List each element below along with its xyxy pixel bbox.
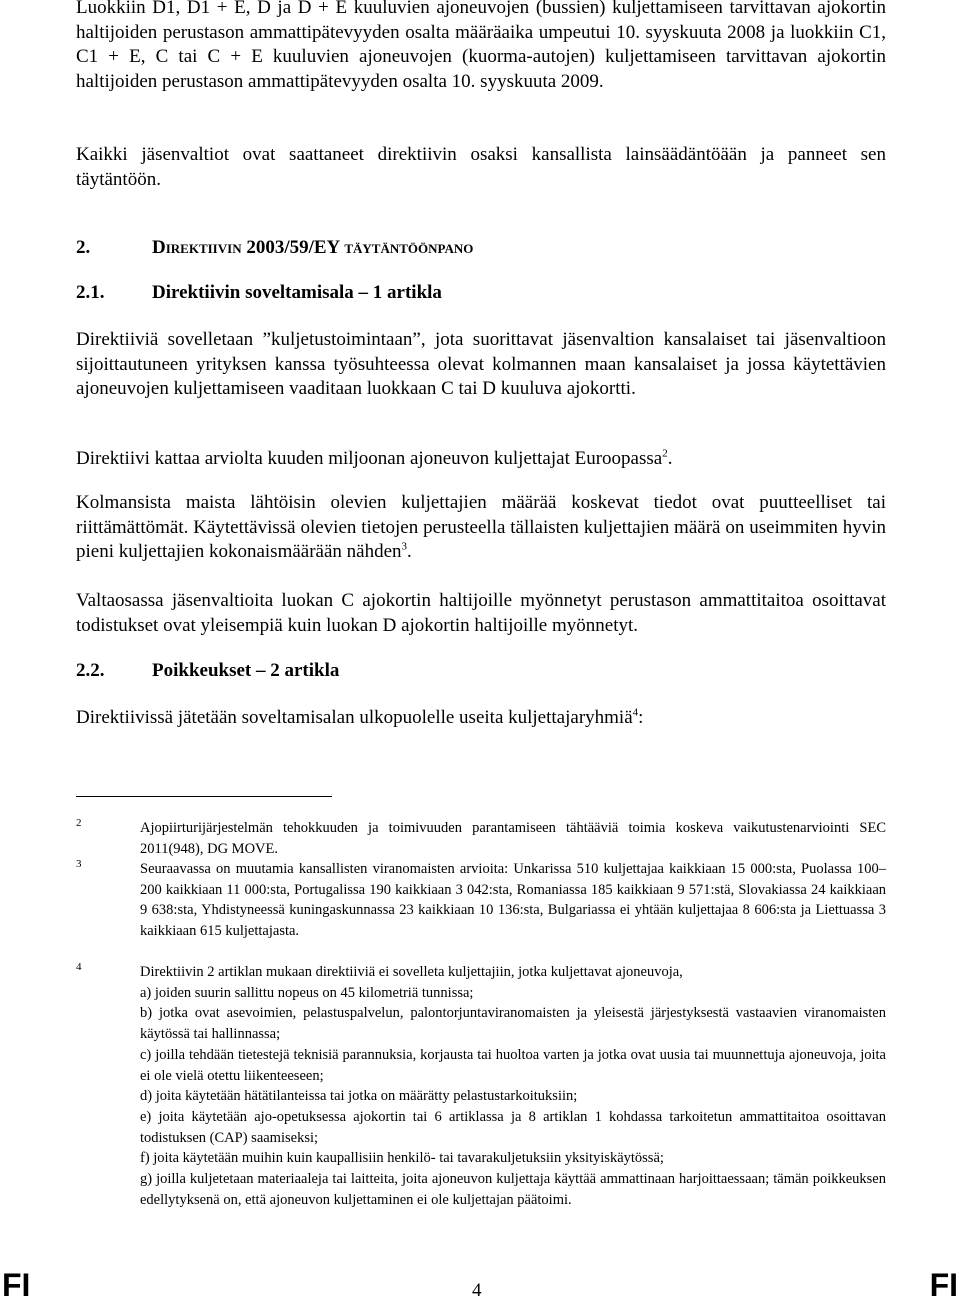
footnote-list-item: g) joilla kuljetetaan materiaaleja tai laitteita, joita ajoneuvon kuljettaja käyttää ammattinaan harjoittaessaan; tämän poikkeuksen edellytyksenä on, että ajoneuvon kuljettaminen ei ole kuljettajan päätoimi. <box>140 1171 886 1208</box>
footer-language-right: FI <box>929 1267 958 1303</box>
footnote-text <box>140 962 886 1210</box>
paragraph-coverage <box>76 447 886 472</box>
section-heading-2-2 <box>76 659 339 683</box>
paragraph-scope: Direktiiviä sovelletaan ”kuljetustoimintaan”, jota suorittavat jäsenvaltion kansalaiset tai jäsenvaltioon sijoittautuneen yrityksen kanssa työsuhteessa olevat kolmannen maan kansalaiset ja jossa käytettävien ajoneuvojen kuljettamiseen vaaditaan luokkaan C tai D kuuluva ajokortti. <box>76 329 886 399</box>
section-title: Poikkeukset – 2 artikla <box>152 660 340 681</box>
footer-language-left: FI <box>2 1267 31 1303</box>
footnote-list-item: c) joilla tehdään tietestejä teknisiä parannuksia, korjausta tai huoltoa varten ja jotka ovat uusia tai muunnettuja ajoneuvoja, joita ei ole vielä otettu liikenteeseen; <box>140 1046 886 1084</box>
footnote-ref-2[interactable]: 2 <box>662 447 668 460</box>
footnote-list-item: d) joita käytetään hätätilanteissa tai jotka on määrätty pelastustarkoituksiin; <box>140 1088 578 1105</box>
paragraph-text: Direktiivi kattaa arviolta kuuden miljoonan ajoneuvon kuljettajat Euroopassa <box>76 448 663 469</box>
section-heading-2-1 <box>76 281 442 305</box>
footnote-text: Ajopiirturijärjestelmän tehokkuuden ja toimivuuden parantamiseen tähtääviä toimia koskeva vaikutustenarviointi SEC 2011(948), DG MOVE. <box>140 820 886 857</box>
paragraph-text: Kolmansista maista lähtöisin olevien kuljettajien määrää koskevat tiedot ovat puutteelliset tai riittämättömät. Käytettävissä olevien tietojen perusteella tällaisten kuljettajien määrä on useimmiten hyvin pieni kuljettajien kokonaismäärään nähden <box>76 492 886 562</box>
footnote-list-item: f) joita käytetään muihin kuin kaupallisiin henkilö- tai tavarakuljetuksiin yksityiskäytössä; <box>140 1150 664 1167</box>
footnote-list-item: e) joita käytetään ajo-opetuksessa ajokortin tai 6 artiklassa ja 8 artiklan 1 kohdassa tarkoitetun ammattitaitoa osoittavan todistuksen (CAP) saamiseksi; <box>140 1108 886 1146</box>
section-title: Direktiivin 2003/59/EY täytäntöönpano <box>152 237 474 258</box>
paragraph-third-country <box>76 491 886 565</box>
page-number: 4 <box>472 1280 482 1301</box>
paragraph-end: . <box>407 541 412 562</box>
section-number: 2.1. <box>76 282 105 303</box>
footnote-list-item: a) joiden suurin sallittu nopeus on 45 kilometriä tunnissa; <box>140 984 474 1001</box>
footnote-intro: Direktiivin 2 artiklan mukaan direktiiviä ei sovelleta kuljettajiin, jotka kuljettavat ajoneuvoja, <box>140 964 683 980</box>
section-number: 2. <box>76 237 91 258</box>
footnote-text: Seuraavassa on muutamia kansallisten viranomaisten arvioita: Unkarissa 510 kuljettajaa kaikkiaan 15 000:sta, Puolassa 100–200 kaikkiaan 11 000:sta, Portugalissa 190 kaikkiaan 3 042:sta, Romaniassa 185 kaikkiaan 9 571:stä, Slovakiassa 24 kaikkiaan 9 638:sta, Yhdistyneessä kuningaskunnassa 23 kaikkiaan 10 136:sta, Bulgariassa ei yhtään kuljettajaa 8 606:sta ja Liettuassa 3 kaikkiaan 615 kuljettajasta. <box>140 861 886 940</box>
section-number: 2.2. <box>76 660 105 681</box>
section-title: Direktiivin soveltamisala – 1 artikla <box>152 282 442 303</box>
paragraph-transposition: Kaikki jäsenvaltiot ovat saattaneet direktiivin osaksi kansallista lainsäädäntöään ja panneet sen täytäntöön. <box>76 144 886 190</box>
paragraph-text: Direktiivissä jätetään soveltamisalan ulkopuolelle useita kuljettajaryhmiä <box>76 707 633 728</box>
footnote-2 <box>76 818 886 859</box>
footnote-3 <box>76 859 886 942</box>
paragraph-exemptions <box>76 706 886 731</box>
footnote-separator <box>76 796 332 797</box>
footnote-ref-4[interactable]: 4 <box>632 706 639 719</box>
footnote-ref-3[interactable]: 3 <box>401 540 408 553</box>
footnote-4 <box>76 962 886 1210</box>
footnote-number: 2 <box>76 817 82 829</box>
footnote-number: 4 <box>76 961 82 973</box>
footnote-list-item: b) jotka ovat asevoimien, pelastuspalvelun, palontorjuntaviranomaisten ja yleisestä järjestyksestä vastaavien viranomaisten käytössä tai hallinnassa; <box>140 1005 886 1043</box>
paragraph-end: . <box>667 448 673 469</box>
paragraph-intro: Luokkiin D1, D1 + E, D ja D + E kuuluvien ajoneuvojen (bussien) kuljettamiseen tarvittavan ajokortin haltijoiden perustason ammattipätevyyden osalta määräaika umpeutui 10. syyskuuta 2008 ja luokkiin C1, C1 + E, C tai C + E kuuluvien ajoneuvojen (kuorma-autojen) kuljettamiseen tarvittavan ajokortin haltijoiden perustason ammattipätevyyden osalta 10. syyskuuta 2009. <box>76 0 886 92</box>
section-heading-2 <box>76 236 473 260</box>
paragraph-certificates: Valtaosassa jäsenvaltioita luokan C ajokortin haltijoille myönnetyt perustason ammattitaitoa osoittavat todistukset ovat yleisempiä kuin luokan D ajokortin haltijoille myönnetyt. <box>76 590 886 636</box>
paragraph-end: : <box>638 707 644 728</box>
footnote-number: 3 <box>76 858 82 870</box>
